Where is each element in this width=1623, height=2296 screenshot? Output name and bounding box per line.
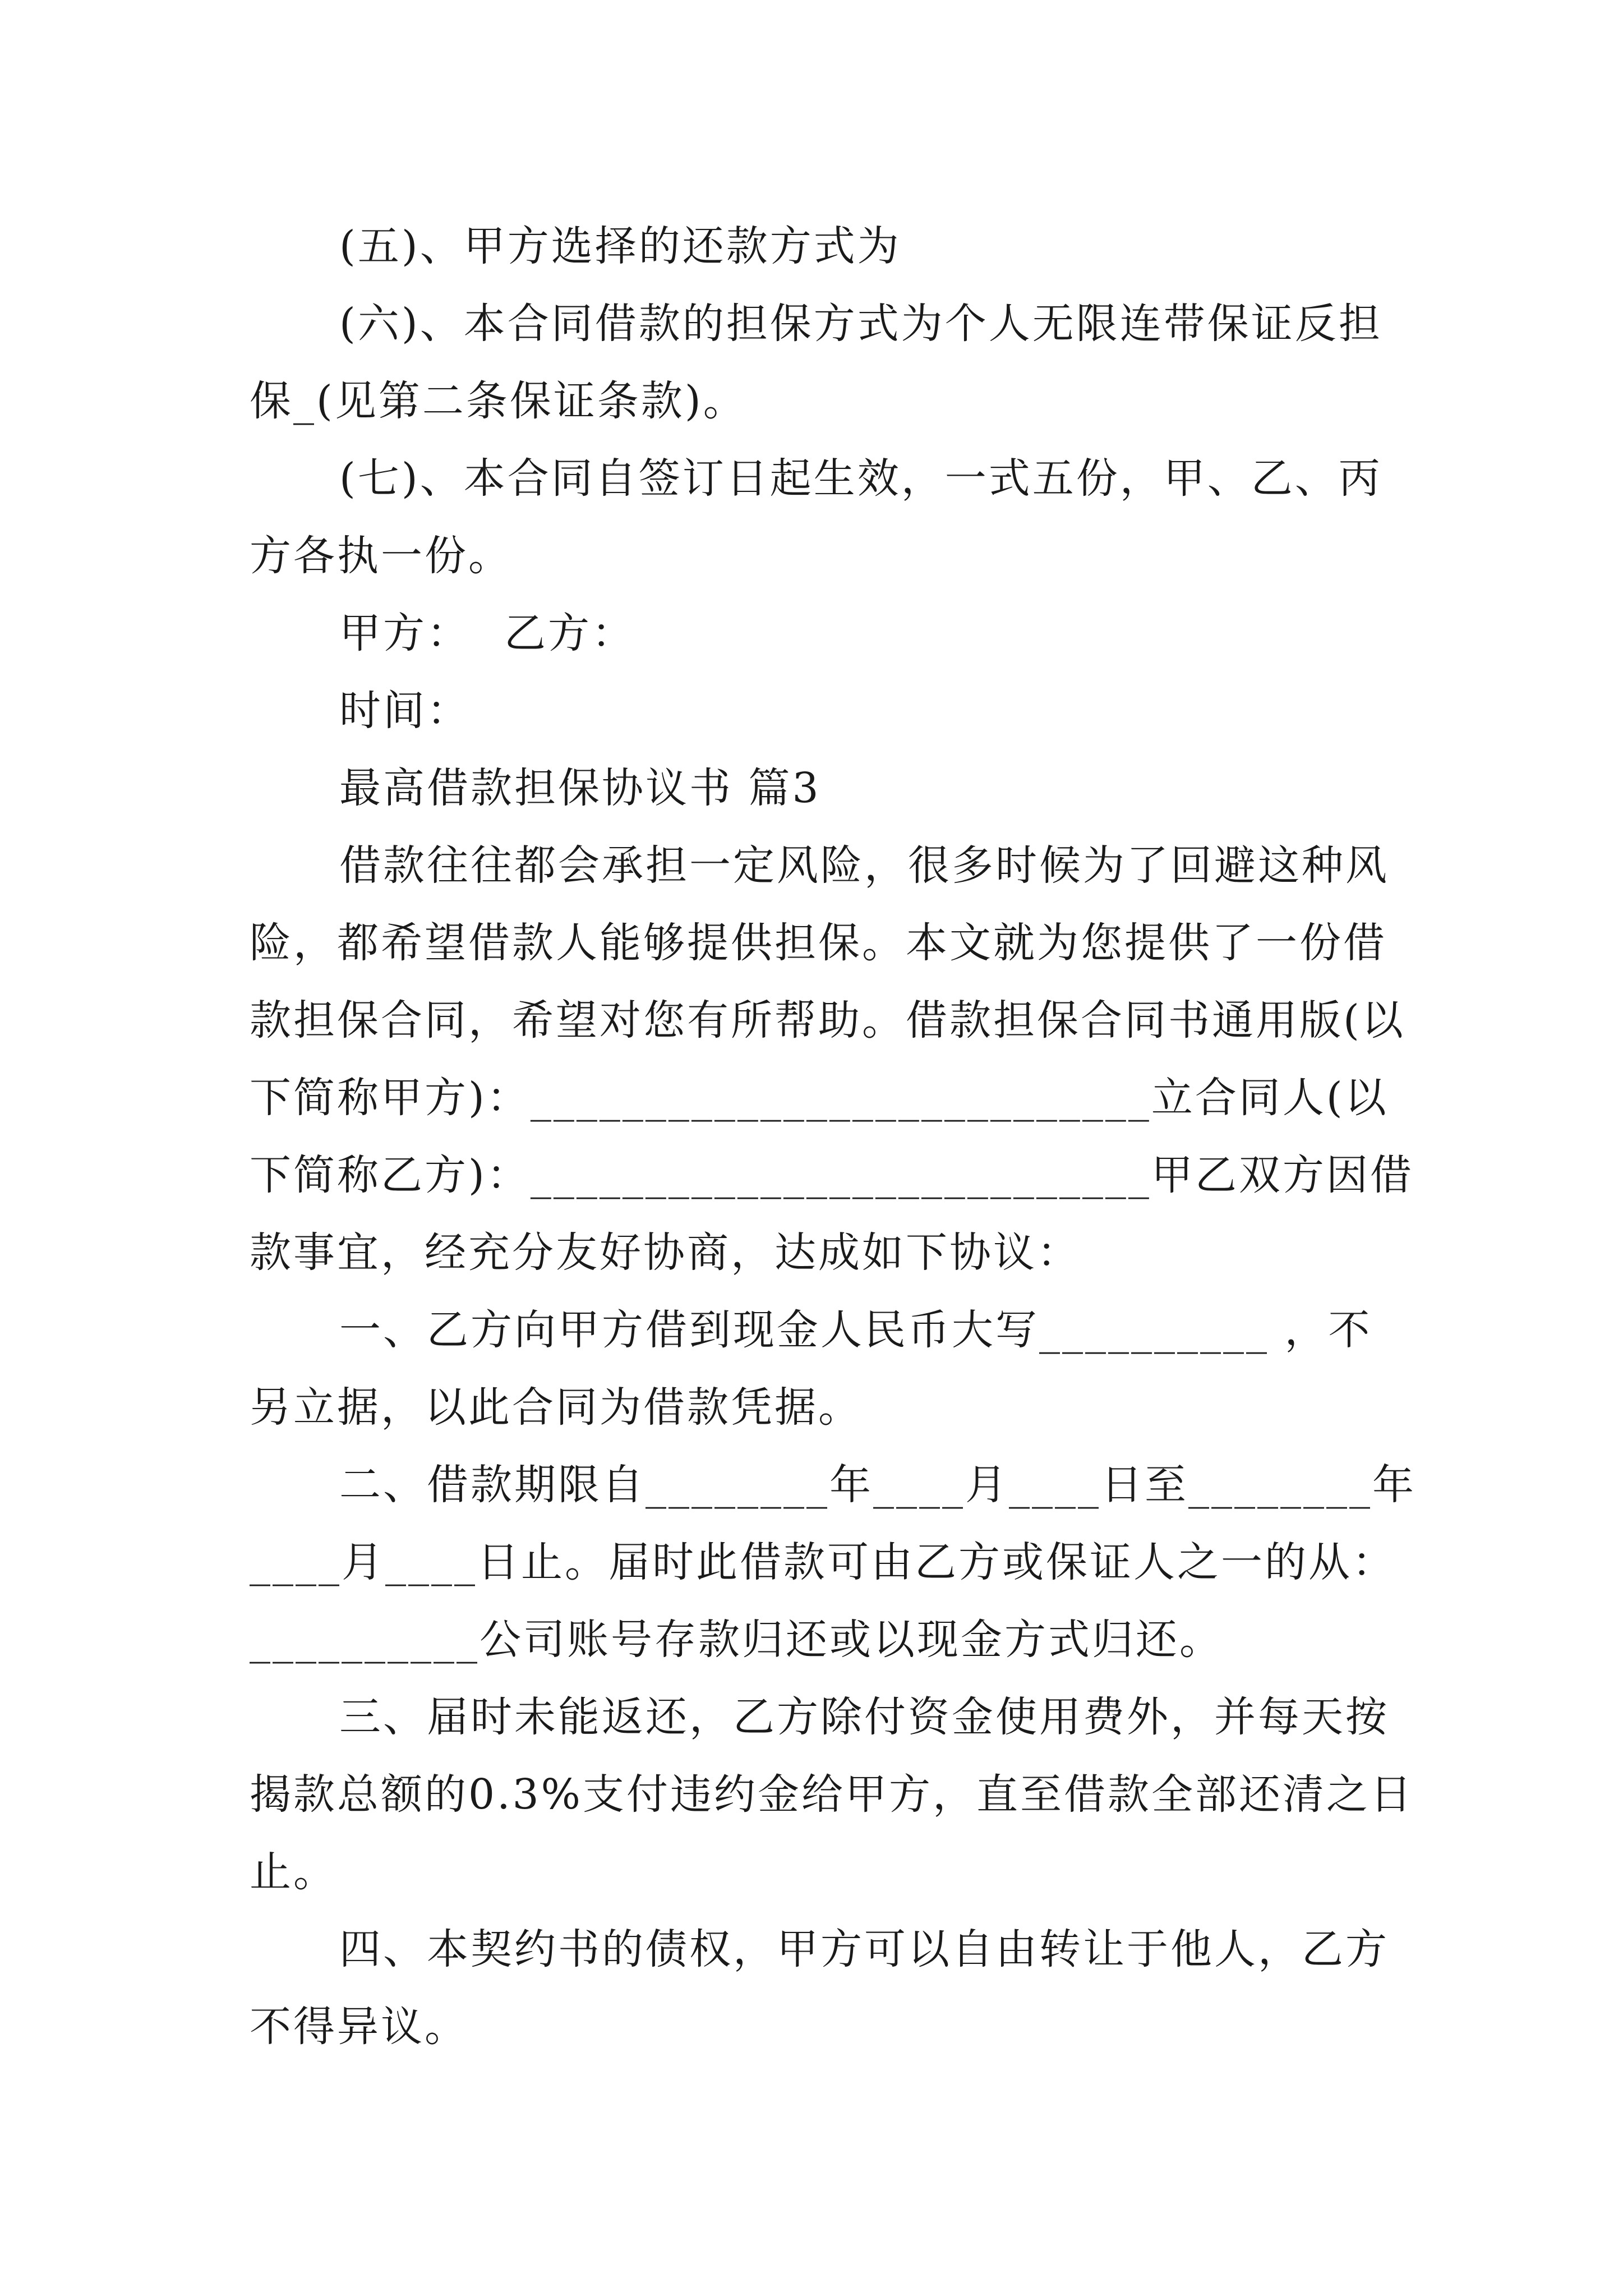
heading-text: 最高借款担保协议书 篇3: [339, 764, 821, 812]
text-line: 下简称甲方)：___________________________立合同人(以: [250, 1074, 1389, 1122]
text-line: ____月____日止。届时此借款可由乙方或保证人之一的从：: [250, 1538, 1396, 1586]
text-line: __________公司账号存款归还或以现金方式归还。: [250, 1616, 1223, 1664]
text-line: 下简称乙方)：___________________________甲乙双方因借: [250, 1151, 1414, 1199]
text-line: 保_(见第二条保证条款)。: [250, 377, 747, 425]
text-line: 方各执一份。: [250, 532, 512, 580]
text-line: 止。: [250, 1848, 337, 1896]
party-a-label: 甲方：: [339, 609, 471, 657]
text-line: 二、借款期限自________年____月____日至________年: [339, 1461, 1416, 1509]
section-heading: [250, 749, 1388, 827]
text-line: 四、本契约书的债权，甲方可以自由转让于他人，乙方: [339, 1925, 1389, 1973]
signature-line: [250, 595, 1388, 672]
text-line: 揭款总额的0.3%支付违约金给甲方，直至借款全部还清之日: [250, 1770, 1414, 1819]
clause-3: [250, 1678, 1414, 1911]
paragraph-guarantee-method: [250, 285, 1388, 440]
clause-4: [250, 1911, 1388, 2065]
text-line: (五)、甲方选择的还款方式为: [339, 222, 901, 270]
text-line: 借款往往都会承担一定风险，很多时候为了回避这种风: [339, 841, 1389, 890]
party-b-label: 乙方：: [504, 609, 635, 657]
paragraph-effective-date: [250, 440, 1388, 595]
paragraph-repayment-method: [250, 208, 1388, 285]
time-label: 时间：: [339, 687, 471, 735]
clause-1: [250, 1291, 1388, 1446]
text-line: 不得异议。: [250, 2003, 468, 2051]
text-line: 险，都希望借款人能够提供担保。本文就为您提供了一份借: [250, 919, 1387, 967]
text-line: (七)、本合同自签订日起生效，一式五份，甲、乙、丙: [339, 454, 1382, 503]
paragraph-intro: [250, 827, 1414, 1291]
time-line: [250, 672, 1388, 749]
text-line: 另立据，以此合同为借款凭据。: [250, 1383, 862, 1432]
clause-2: [250, 1446, 1416, 1678]
text-line: 一、乙方向甲方借到现金人民币大写__________ ，不: [339, 1306, 1372, 1354]
text-line: 款担保合同，希望对您有所帮助。借款担保合同书通用版(以: [250, 996, 1405, 1045]
text-line: 三、届时未能返还，乙方除付资金使用费外，并每天按: [339, 1693, 1389, 1741]
text-line: (六)、本合同借款的担保方式为个人无限连带保证反担: [339, 300, 1382, 348]
text-line: 款事宜，经充分友好协商，达成如下协议：: [250, 1228, 1081, 1277]
document-body: [250, 208, 1416, 2065]
